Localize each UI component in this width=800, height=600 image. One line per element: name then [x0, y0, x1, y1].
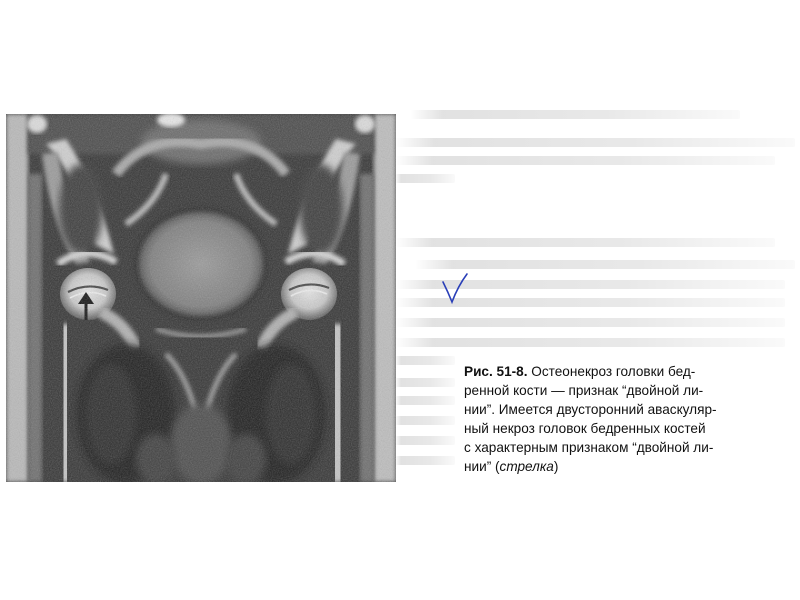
- caption-line-6: нии” (стрелка): [464, 459, 559, 474]
- figure-caption: [464, 362, 784, 476]
- caption-italic-term: стрелка: [499, 459, 554, 474]
- caption-line-5: с характерным признаком “двойной ли-: [464, 440, 714, 455]
- caption-line-1: Рис. 51-8. Остеонекроз головки бед-: [464, 364, 696, 379]
- caption-line-2: ренной кости — признак “двойной ли-: [464, 383, 704, 398]
- checkmark-icon: [440, 272, 470, 306]
- caption-line-3: нии”. Имеется двусторонний аваскуляр-: [464, 402, 717, 417]
- mri-pelvis-image: [6, 114, 396, 482]
- caption-line-4: ный некроз головок бедренных костей: [464, 421, 706, 436]
- figure-label: Рис. 51-8.: [464, 364, 528, 379]
